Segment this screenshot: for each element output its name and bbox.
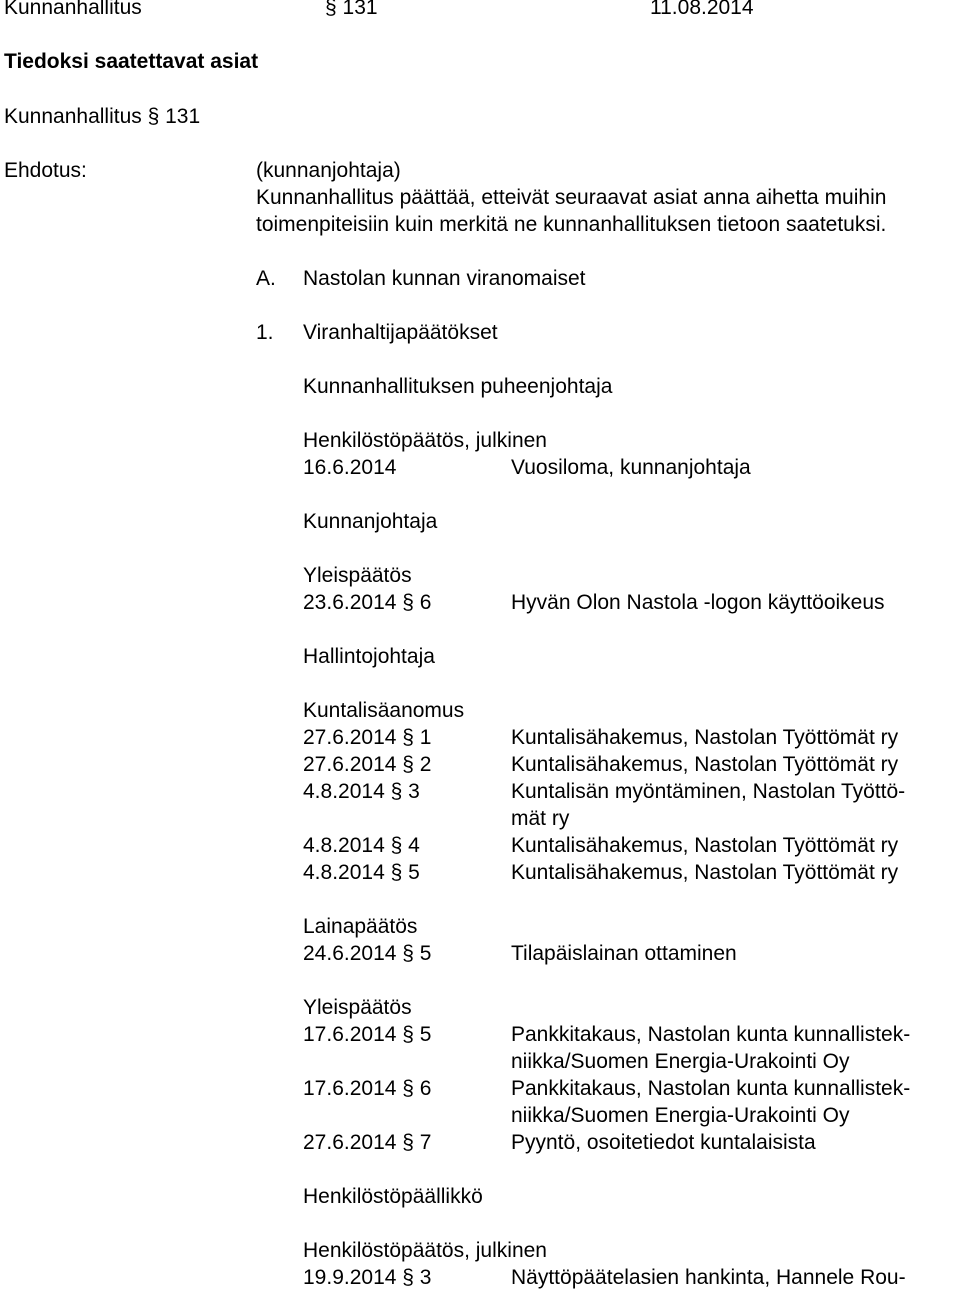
proposal-text-line: Kunnanhallitus päättää, etteivät seuraavat asiat anna aihetta muihin (256, 186, 887, 209)
header-section: § 131 (325, 0, 378, 19)
entry-subject-continuation: niikka/Suomen Energia-Urakointi Oy (511, 1050, 850, 1073)
entry-subject: Kuntalisän myöntäminen, Nastolan Työttö- (511, 780, 906, 803)
subsection-title: Viranhaltijapäätökset (303, 321, 498, 344)
entry-subject: Pankkitakaus, Nastolan kunta kunnallistek- (511, 1023, 911, 1046)
official-title: Hallintojohtaja (303, 645, 435, 668)
entry-date: 23.6.2014 § 6 (303, 591, 432, 614)
entry-subject: Kuntalisähakemus, Nastolan Työttömät ry (511, 861, 899, 884)
entry-date: 17.6.2014 § 6 (303, 1077, 432, 1100)
section-title: Nastolan kunnan viranomaiset (303, 267, 586, 290)
entry-date: 17.6.2014 § 5 (303, 1023, 432, 1046)
proposal-label: Ehdotus: (4, 159, 87, 182)
entry-date: 16.6.2014 (303, 456, 397, 479)
entry-date: 27.6.2014 § 7 (303, 1131, 432, 1154)
section-letter: A. (256, 267, 276, 290)
decision-type: Henkilöstöpäätös, julkinen (303, 1239, 547, 1262)
entry-date: 27.6.2014 § 2 (303, 753, 432, 776)
entry-subject: Vuosiloma, kunnanjohtaja (511, 456, 751, 479)
entry-subject: Hyvän Olon Nastola -logon käyttöoikeus (511, 591, 885, 614)
entry-subject-continuation: niikka/Suomen Energia-Urakointi Oy (511, 1104, 850, 1127)
proposal-author: (kunnanjohtaja) (256, 159, 401, 182)
entry-date: 4.8.2014 § 3 (303, 780, 420, 803)
decision-type: Henkilöstöpäätös, julkinen (303, 429, 547, 452)
entry-subject: Pankkitakaus, Nastolan kunta kunnallistek- (511, 1077, 911, 1100)
entry-subject: Näyttöpäätelasien hankinta, Hannele Rou- (511, 1266, 906, 1289)
entry-date: 4.8.2014 § 5 (303, 861, 420, 884)
official-title: Henkilöstöpäällikkö (303, 1185, 483, 1208)
decision-type: Yleispäätös (303, 996, 412, 1019)
entry-subject: Pyyntö, osoitetiedot kuntalaisista (511, 1131, 816, 1154)
entry-date: 19.9.2014 § 3 (303, 1266, 432, 1289)
entry-subject: Tilapäislainan ottaminen (511, 942, 737, 965)
official-title: Kunnanhallituksen puheenjohtaja (303, 375, 613, 398)
official-title: Kunnanjohtaja (303, 510, 438, 533)
header-date: 11.08.2014 (650, 0, 754, 19)
entry-subject: Kuntalisähakemus, Nastolan Työttömät ry (511, 753, 899, 776)
proposal-text-line: toimenpiteisiin kuin merkitä ne kunnanhallituksen tietoon saatetuksi. (256, 213, 887, 236)
header-body: Kunnanhallitus (4, 0, 142, 19)
entry-subject: Kuntalisähakemus, Nastolan Työttömät ry (511, 726, 899, 749)
entry-date: 24.6.2014 § 5 (303, 942, 432, 965)
subsection-number: 1. (256, 321, 274, 344)
entry-date: 27.6.2014 § 1 (303, 726, 432, 749)
entry-subject-continuation: mät ry (511, 807, 570, 830)
page-title: Tiedoksi saatettavat asiat (4, 50, 259, 73)
decision-type: Lainapäätös (303, 915, 418, 938)
decision-type: Yleispäätös (303, 564, 412, 587)
entry-date: 4.8.2014 § 4 (303, 834, 420, 857)
entry-subject: Kuntalisähakemus, Nastolan Työttömät ry (511, 834, 899, 857)
reference: Kunnanhallitus § 131 (4, 105, 201, 128)
decision-type: Kuntalisäanomus (303, 699, 465, 722)
